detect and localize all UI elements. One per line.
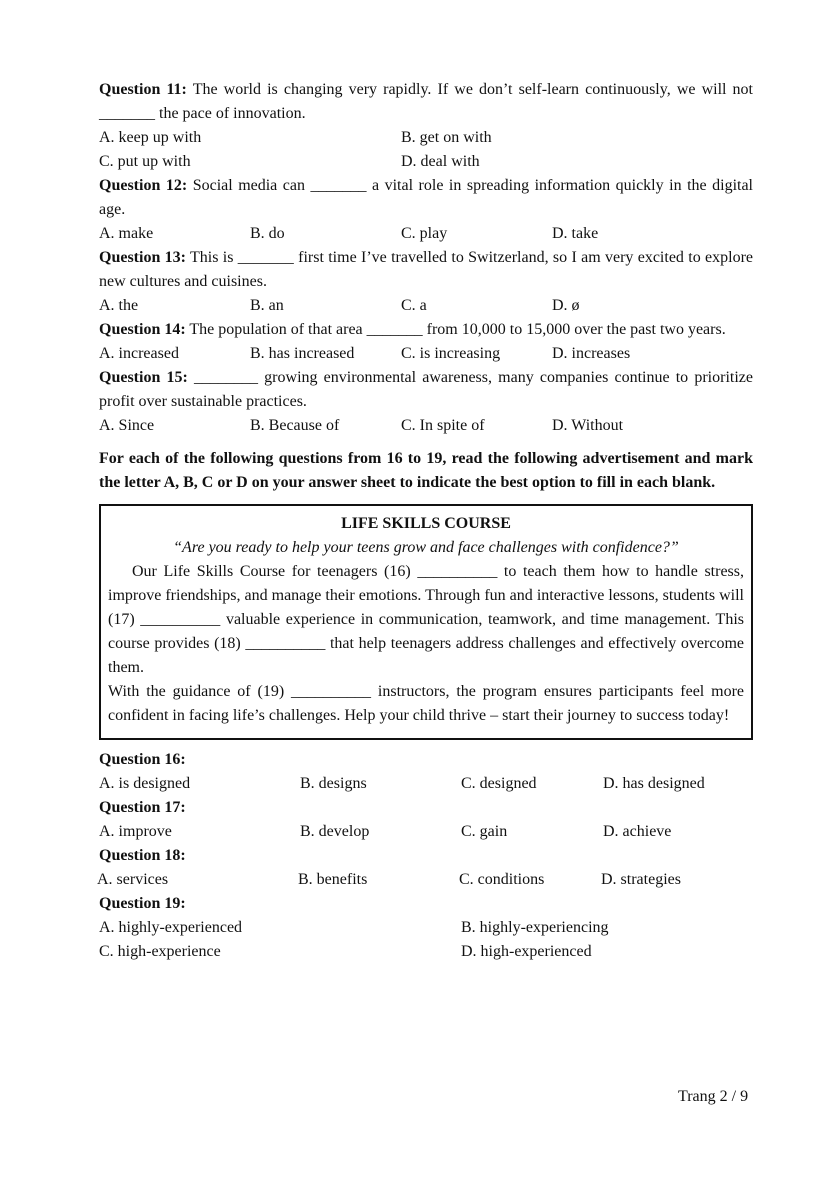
exam-page xyxy=(99,78,753,964)
question-11 xyxy=(99,78,753,174)
options-row xyxy=(99,150,753,174)
options-row xyxy=(99,126,753,150)
advertisement-quote: “Are you ready to help your teens grow and face challenges with confidence?” xyxy=(173,539,679,556)
option-b[interactable]: B. an xyxy=(250,297,284,314)
option-d[interactable]: D. has designed xyxy=(603,775,705,792)
section-instruction: For each of the following questions from 16 to 19, read the following advertisement and mark the letter A, B, C or D on your answer sheet to indicate the best option to fill in each blank. xyxy=(99,450,753,491)
option-d[interactable]: D. high-experienced xyxy=(461,943,592,960)
advertisement-paragraph-2: With the guidance of (19) __________ instructors, the program ensures participants feel more confident in facing life’s challenges. Help your child thrive – start their journey to success today! xyxy=(108,683,744,724)
advertisement-title: LIFE SKILLS COURSE xyxy=(341,515,511,532)
option-a[interactable]: A. the xyxy=(99,297,139,314)
question-17 xyxy=(99,796,753,844)
options-row xyxy=(99,940,753,964)
option-b[interactable]: B. develop xyxy=(300,823,370,840)
question-18 xyxy=(99,844,753,892)
question-12 xyxy=(99,174,753,246)
option-a[interactable]: A. Since xyxy=(99,417,155,434)
option-d[interactable]: D. ø xyxy=(552,297,580,314)
question-15 xyxy=(99,366,753,438)
option-c[interactable]: C. a xyxy=(401,297,427,314)
question-label: Question 15: xyxy=(99,369,188,386)
question-13 xyxy=(99,246,753,318)
question-label: Question 14: xyxy=(99,321,186,338)
question-label: Question 16: xyxy=(99,751,186,768)
option-b[interactable]: B. benefits xyxy=(298,871,368,888)
option-b[interactable]: B. designs xyxy=(300,775,367,792)
option-c[interactable]: C. play xyxy=(401,225,448,242)
option-d[interactable]: D. deal with xyxy=(401,153,480,170)
option-d[interactable]: D. achieve xyxy=(603,823,672,840)
question-label: Question 17: xyxy=(99,799,186,816)
option-a[interactable]: A. highly-experienced xyxy=(99,919,243,936)
question-16 xyxy=(99,748,753,796)
option-c[interactable]: C. designed xyxy=(461,775,537,792)
question-text: This is _______ first time I’ve travelled to Switzerland, so I am very excited to explore new cultures and cuisines. xyxy=(99,249,754,290)
options-row xyxy=(97,868,753,892)
options-row xyxy=(99,772,753,796)
option-b[interactable]: B. highly-experiencing xyxy=(461,919,609,936)
question-text: The world is changing very rapidly. If we don’t self-learn continuously, we will not _______ the pace of innovation. xyxy=(99,81,753,122)
option-a[interactable]: A. keep up with xyxy=(99,129,202,146)
question-text: ________ growing environmental awareness, many companies continue to prioritize profit over sustainable practices. xyxy=(99,369,753,410)
option-c[interactable]: C. high-experience xyxy=(99,943,221,960)
option-d[interactable]: D. take xyxy=(552,225,599,242)
option-d[interactable]: D. increases xyxy=(552,345,631,362)
page-number: Trang 2 / 9 xyxy=(678,1088,749,1105)
option-c[interactable]: C. is increasing xyxy=(401,345,501,362)
options-row xyxy=(99,294,753,318)
option-a[interactable]: A. improve xyxy=(99,823,172,840)
options-row xyxy=(99,222,753,246)
question-text: Social media can _______ a vital role in spreading information quickly in the digital age. xyxy=(99,177,754,218)
option-c[interactable]: C. put up with xyxy=(99,153,191,170)
option-c[interactable]: C. gain xyxy=(461,823,508,840)
option-a[interactable]: A. increased xyxy=(99,345,179,362)
advertisement-paragraph-1: Our Life Skills Course for teenagers (16) __________ to teach them how to handle stress, improve friendships, and manage their emotions. Through fun and interactive lessons, students will (17) __________ valuable experience in communication, teamwork, and time management. This course provides (18) __________ that help teenagers address challenges and effectively overcome them. xyxy=(108,563,744,676)
option-b[interactable]: B. get on with xyxy=(401,129,492,146)
question-19 xyxy=(99,892,753,964)
option-c[interactable]: C. In spite of xyxy=(401,417,485,434)
option-a[interactable]: A. is designed xyxy=(99,775,191,792)
question-label: Question 13: xyxy=(99,249,186,266)
options-row xyxy=(99,414,753,438)
question-text: The population of that area _______ from 10,000 to 15,000 over the past two years. xyxy=(185,321,726,338)
advertisement-box xyxy=(99,504,753,740)
options-row xyxy=(99,342,753,366)
question-label: Question 11: xyxy=(99,81,187,98)
option-d[interactable]: D. Without xyxy=(552,417,624,434)
option-b[interactable]: B. Because of xyxy=(250,417,340,434)
option-d[interactable]: D. strategies xyxy=(601,871,681,888)
question-14 xyxy=(99,318,753,366)
question-label: Question 19: xyxy=(99,895,186,912)
option-a[interactable]: A. services xyxy=(97,871,169,888)
question-label: Question 12: xyxy=(99,177,188,194)
option-b[interactable]: B. do xyxy=(250,225,285,242)
option-a[interactable]: A. make xyxy=(99,225,154,242)
option-c[interactable]: C. conditions xyxy=(459,871,545,888)
question-label: Question 18: xyxy=(99,847,186,864)
options-row xyxy=(99,820,753,844)
option-b[interactable]: B. has increased xyxy=(250,345,355,362)
options-row xyxy=(99,916,753,940)
